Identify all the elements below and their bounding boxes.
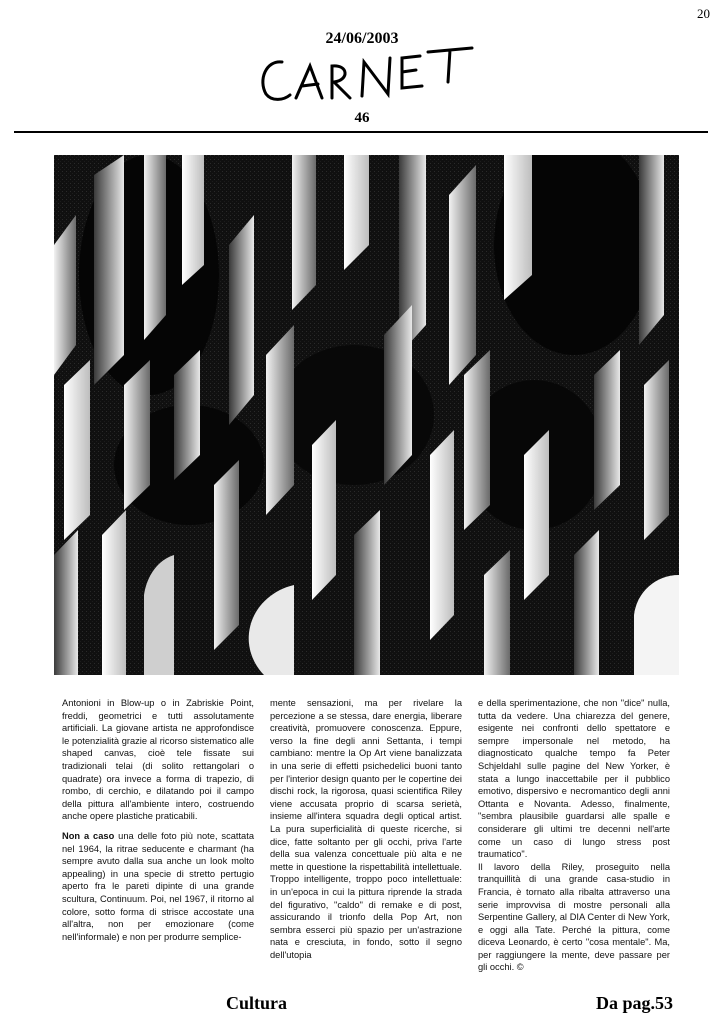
continued-from-label: Da pag.53 <box>596 993 674 1013</box>
paragraph-lead: Non a caso <box>62 830 115 841</box>
paragraph-text: una delle foto più note, scattata nel 1964, la ritrae seducente e charmant (ha sempre avuto dalla sua anche un look molto appealing) in una specie di stretto pertugio aperto fra le pareti dipinte di una grande scultura, Continuum. Poi, nel 1967, il ritorno al colore, sotto forma di strisce accostate una all'altra, non per emozionare (come nell'informale) e non per produrre semplice- <box>62 830 254 942</box>
article-column-1 <box>62 697 254 981</box>
paragraph: Il lavoro della Riley, proseguito nella tranquillità di una grande casa-studio in Francia, è tornato alla ribalta attraverso una serie improvvisa di mostre personali alla Serpentine Gallery, al DIA Center di New York, e oggi alla Tate. Perché la pittura, come diceva Leonardo, è certo "cosa mentale". Ma, per raggiungere la mente, deve passare per gli occhi. © <box>478 861 670 973</box>
article-column-3 <box>478 697 670 981</box>
header-rule <box>14 131 708 133</box>
paragraph: mente sensazioni, ma per rivelare la percezione a se stessa, dare energia, liberare creatività, promuovere conoscenza. Eppure, verso la fine degli anni Settanta, i tempi cambiano: mentre la Op Art viene banalizzata in una serie di effetti psichedelici buoni tanto per l'interior design quanto per le copertine dei dischi rock, la rigorosa, quasi scientifica Riley viene accusata proprio di scarsa serietà, insieme all'intera squadra degli optical artist. La pura superficialità di queste ricerche, si dice, fatte soltanto per gli occhi, priva l'arte della sua valenza concettuale più alta e ne mette in questione la rispettabilità intellettuale. Troppo intelligente, troppo poco intellettuale: in un'epoca in cui la pittura riprende la strada del figurativo, "caldo" di remake e di post, assicurando il trionfo della Pop Art, non sembra esserci più spazio per un'astrazione nata e cresciuta, in fondo, sotto il segno dell'utopia <box>270 698 462 960</box>
article-column-2 <box>270 697 462 981</box>
paragraph: Antonioni in Blow-up o in Zabriskie Point, freddi, geometrici e tutti assolutamente artificiali. La giovane artista ne approfondisce le potenzialità grazie al ricorso sistematico alle shaped canvas, cioè tele fissate sui tradizionali telai (di solito rettangolari o quadrate) ora invece a forma di trapezio, di rombo, di cerchio, e dilatando poi il campo della pittura all'ambiente intero, costruendo anche opere plastiche praticabili. <box>62 698 254 822</box>
page-number: 20 <box>697 6 710 21</box>
paragraph <box>62 830 254 943</box>
carnet-logo <box>252 40 482 110</box>
op-art-painting <box>54 155 679 675</box>
section-label: Cultura <box>226 993 288 1013</box>
paragraph: e della sperimentazione, che non "dice" nulla, tutta da vedere. Una chiarezza del genere, esigente nei confronti dello spettatore e sempre impersonale nel metodo, ha diagnosticato qualche tempo fa Peter Schjeldahl sulle pagine del New Yorker, è stata a lungo inaccettabile per il pubblico emotivo, dispersivo e necromantico degli anni Ottanta e Novanta. Adesso, finalmente, "sembra plausibile guardarsi alle spalle e considerare gli ultimi tre decenni nell'arte come un caso di lungo stress post traumatico". <box>478 698 670 860</box>
publication-date: 24/06/2003 <box>325 30 399 47</box>
op-art-painting-graphic <box>54 155 679 675</box>
issue-number: 46 <box>354 110 370 126</box>
article-body <box>62 697 672 981</box>
